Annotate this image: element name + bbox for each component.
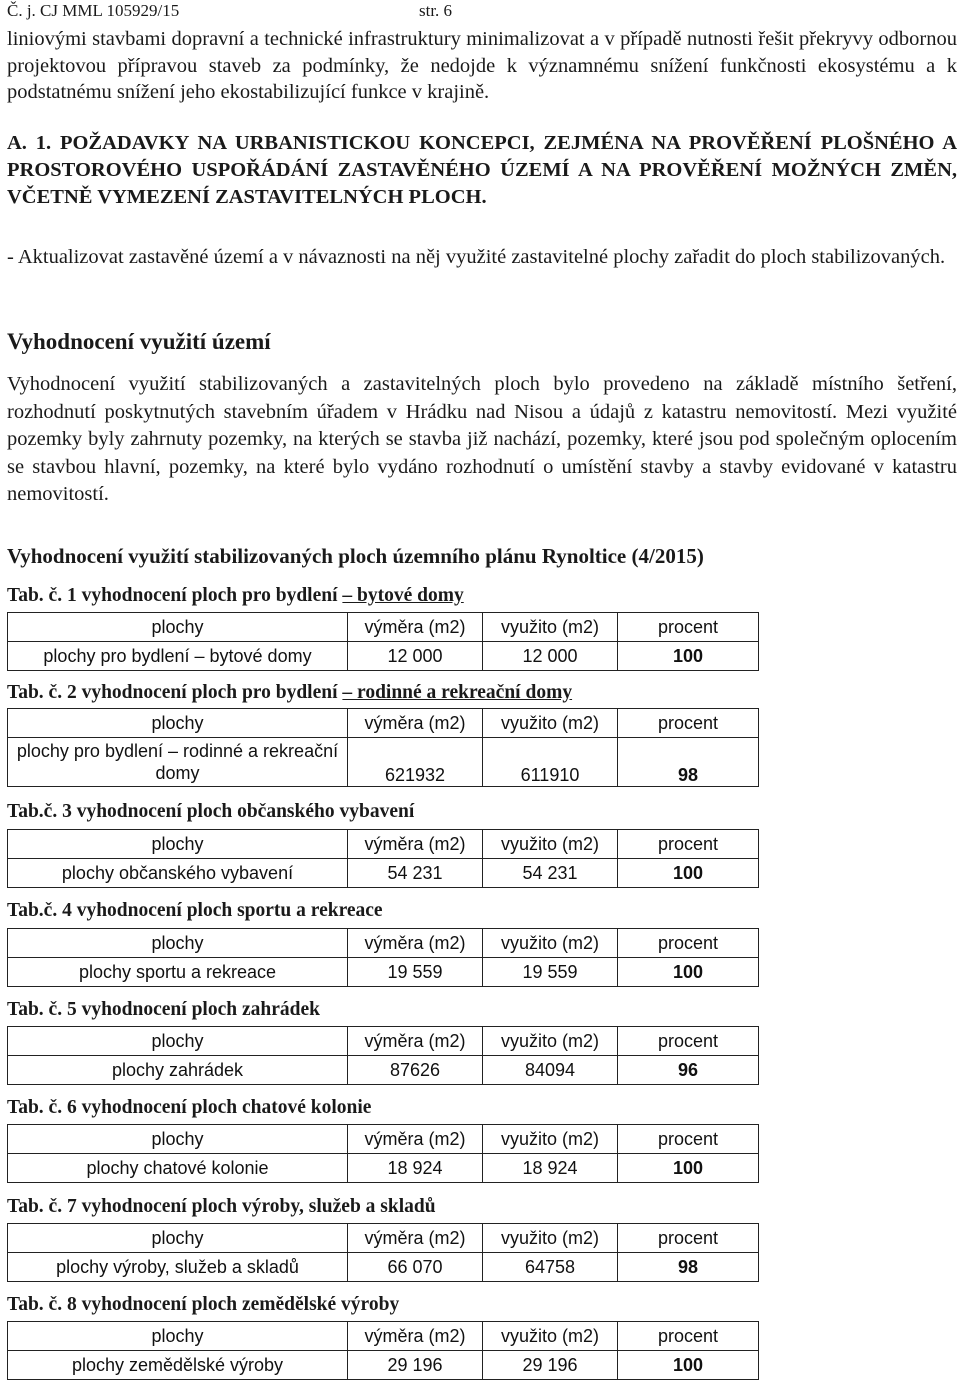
table-3 (7, 829, 759, 888)
cell-vymera: 12 000 (348, 642, 483, 671)
table-caption-1 (7, 585, 464, 607)
table-caption-4: Tab.č. 4 vyhodnocení ploch sportu a rekreace (7, 900, 383, 921)
table-caption-5: Tab. č. 5 vyhodnocení ploch zahrádek (7, 999, 320, 1020)
bullet-item: - Aktualizovat zastavěné území a v návaznosti na něj využité zastavitelné plochy zařadit do ploch stabilizovaných. (7, 246, 946, 268)
table-row (8, 1351, 759, 1380)
cell-vyuzito: 84094 (483, 1056, 618, 1085)
table-header-row (8, 1027, 759, 1056)
table-header-row (8, 709, 759, 738)
cell-procent: 100 (618, 1154, 759, 1183)
table-header-row (8, 830, 759, 859)
header-vymera: výměra (m2) (348, 1125, 483, 1154)
cell-vyuzito: 611910 (483, 738, 618, 787)
header-procent: procent (618, 1322, 759, 1351)
table-row (8, 1253, 759, 1282)
table-row (8, 958, 759, 987)
header-vyuzito: využito (m2) (483, 613, 618, 642)
header-plochy: plochy (8, 1322, 348, 1351)
cell-vyuzito: 18 924 (483, 1154, 618, 1183)
table-caption-7: Tab. č. 7 vyhodnocení ploch výroby, služeb a skladů (7, 1196, 436, 1217)
table-header-row (8, 1322, 759, 1351)
cell-procent: 100 (618, 642, 759, 671)
cell-name-line-1: plochy pro bydlení – rodinné a rekreační (16, 741, 339, 761)
table-6 (7, 1124, 759, 1183)
cell-procent: 98 (618, 1253, 759, 1282)
table-caption-2 (7, 682, 572, 704)
cell-procent: 98 (618, 738, 759, 787)
header-vymera: výměra (m2) (348, 1224, 483, 1253)
table-4 (7, 928, 759, 987)
caption-text: Tab. č. 1 vyhodnocení ploch pro bydlení (7, 585, 343, 606)
table-row (8, 1154, 759, 1183)
header-vymera: výměra (m2) (348, 613, 483, 642)
header-procent: procent (618, 1224, 759, 1253)
table-7 (7, 1223, 759, 1282)
table-caption-3: Tab.č. 3 vyhodnocení ploch občanského vybavení (7, 801, 415, 822)
table-8 (7, 1321, 759, 1380)
header-vyuzito: využito (m2) (483, 830, 618, 859)
header-vymera: výměra (m2) (348, 830, 483, 859)
cell-vymera: 19 559 (348, 958, 483, 987)
table-header-row (8, 929, 759, 958)
table-row (8, 642, 759, 671)
caption-text: Tab. č. 2 vyhodnocení ploch pro bydlení (7, 682, 343, 703)
table-row (8, 738, 759, 787)
header-plochy: plochy (8, 830, 348, 859)
cell-vymera: 621932 (348, 738, 483, 787)
table-caption-8: Tab. č. 8 vyhodnocení ploch zemědělské výroby (7, 1294, 400, 1315)
cell-name: plochy zahrádek (8, 1056, 348, 1085)
header-plochy: plochy (8, 1224, 348, 1253)
cell-vymera: 87626 (348, 1056, 483, 1085)
cell-name-wrap (17, 740, 338, 784)
table-2 (7, 708, 759, 787)
cell-vymera: 66 070 (348, 1253, 483, 1282)
header-vymera: výměra (m2) (348, 1322, 483, 1351)
heading-evaluation: Vyhodnocení využití území (7, 329, 271, 354)
header-vyuzito: využito (m2) (483, 929, 618, 958)
header-procent: procent (618, 709, 759, 738)
header-procent: procent (618, 613, 759, 642)
heading-tables: Vyhodnocení využití stabilizovaných ploch územního plánu Rynoltice (4/2015) (7, 544, 704, 568)
header-vyuzito: využito (m2) (483, 1224, 618, 1253)
table-header-row (8, 1125, 759, 1154)
cell-name: plochy občanského vybavení (8, 859, 348, 888)
table-row (8, 859, 759, 888)
header-plochy: plochy (8, 1027, 348, 1056)
cell-name-line-2: domy (155, 763, 200, 783)
cell-name: plochy pro bydlení – bytové domy (8, 642, 348, 671)
cell-procent: 100 (618, 859, 759, 888)
header-vyuzito: využito (m2) (483, 1322, 618, 1351)
cell-vyuzito: 19 559 (483, 958, 618, 987)
cell-procent: 96 (618, 1056, 759, 1085)
cell-name: plochy výroby, služeb a skladů (8, 1253, 348, 1282)
cell-name: plochy zemědělské výroby (8, 1351, 348, 1380)
header-vymera: výměra (m2) (348, 929, 483, 958)
table-header-row (8, 613, 759, 642)
cell-name: plochy chatové kolonie (8, 1154, 348, 1183)
cell-vyuzito: 12 000 (483, 642, 618, 671)
cell-vyuzito: 29 196 (483, 1351, 618, 1380)
cell-vyuzito: 54 231 (483, 859, 618, 888)
evaluation-paragraph: Vyhodnocení využití stabilizovaných a zastavitelných ploch bylo provedeno na základě místního šetření, rozhodnutí poskytnutých stavebním úřadem v Hrádku nad Nisou a údajů z katastru nemovitostí. Mezi využité pozemky byly zahrnuty pozemky, na kterých se stavba již nachází, pozemky, které jsou pod společným oplocením se stavbou hlavní, pozemky, na které bylo vydáno rozhodnutí o umístění stavby a stavby evidované v katastru nemovitostí. (7, 373, 957, 506)
section-heading: A. 1. POŽADAVKY NA URBANISTICKOU KONCEPCI, ZEJMÉNA NA PROVĚŘENÍ PLOŠNÉHO A PROSTOROVÉHO USPOŘÁDÁNÍ ZASTAVĚNÉHO ÚZEMÍ A NA PROVĚŘENÍ MOŽNÝCH ZMĚN, VČETNĚ VYMEZENÍ ZASTAVITELNÝCH PLOCH. (7, 132, 957, 208)
header-procent: procent (618, 929, 759, 958)
header-plochy: plochy (8, 709, 348, 738)
header-procent: procent (618, 830, 759, 859)
cell-name (8, 738, 348, 787)
cell-vymera: 54 231 (348, 859, 483, 888)
header-plochy: plochy (8, 929, 348, 958)
header-plochy: plochy (8, 1125, 348, 1154)
table-5 (7, 1026, 759, 1085)
table-header-row (8, 1224, 759, 1253)
header-vyuzito: využito (m2) (483, 1027, 618, 1056)
cell-procent: 100 (618, 1351, 759, 1380)
header-procent: procent (618, 1125, 759, 1154)
header-plochy: plochy (8, 613, 348, 642)
cell-vyuzito: 64758 (483, 1253, 618, 1282)
intro-paragraph: liniovými stavbami dopravní a technické infrastruktury minimalizovat a v případě nutnosti řešit překryvy odbornou projektovou přípravou staveb za podmínky, že nedojde k významnému snížení funkčnosti ekosystému a k podstatnému snížení jeho ekostabilizující funkce v krajině. (7, 28, 957, 103)
header-vyuzito: využito (m2) (483, 709, 618, 738)
header-vymera: výměra (m2) (348, 1027, 483, 1056)
caption-underlined-text: – bytové domy (342, 585, 464, 606)
header-vymera: výměra (m2) (348, 709, 483, 738)
document-reference: Č. j. CJ MML 105929/15 (7, 1, 180, 20)
table-row (8, 1056, 759, 1085)
caption-underlined-text: – rodinné a rekreační domy (342, 682, 573, 703)
table-caption-6: Tab. č. 6 vyhodnocení ploch chatové kolonie (7, 1097, 372, 1118)
header-procent: procent (618, 1027, 759, 1056)
page-number: str. 6 (419, 1, 453, 20)
page-header (7, 1, 453, 21)
header-vyuzito: využito (m2) (483, 1125, 618, 1154)
cell-name: plochy sportu a rekreace (8, 958, 348, 987)
cell-procent: 100 (618, 958, 759, 987)
cell-vymera: 29 196 (348, 1351, 483, 1380)
table-1 (7, 612, 759, 671)
cell-vymera: 18 924 (348, 1154, 483, 1183)
